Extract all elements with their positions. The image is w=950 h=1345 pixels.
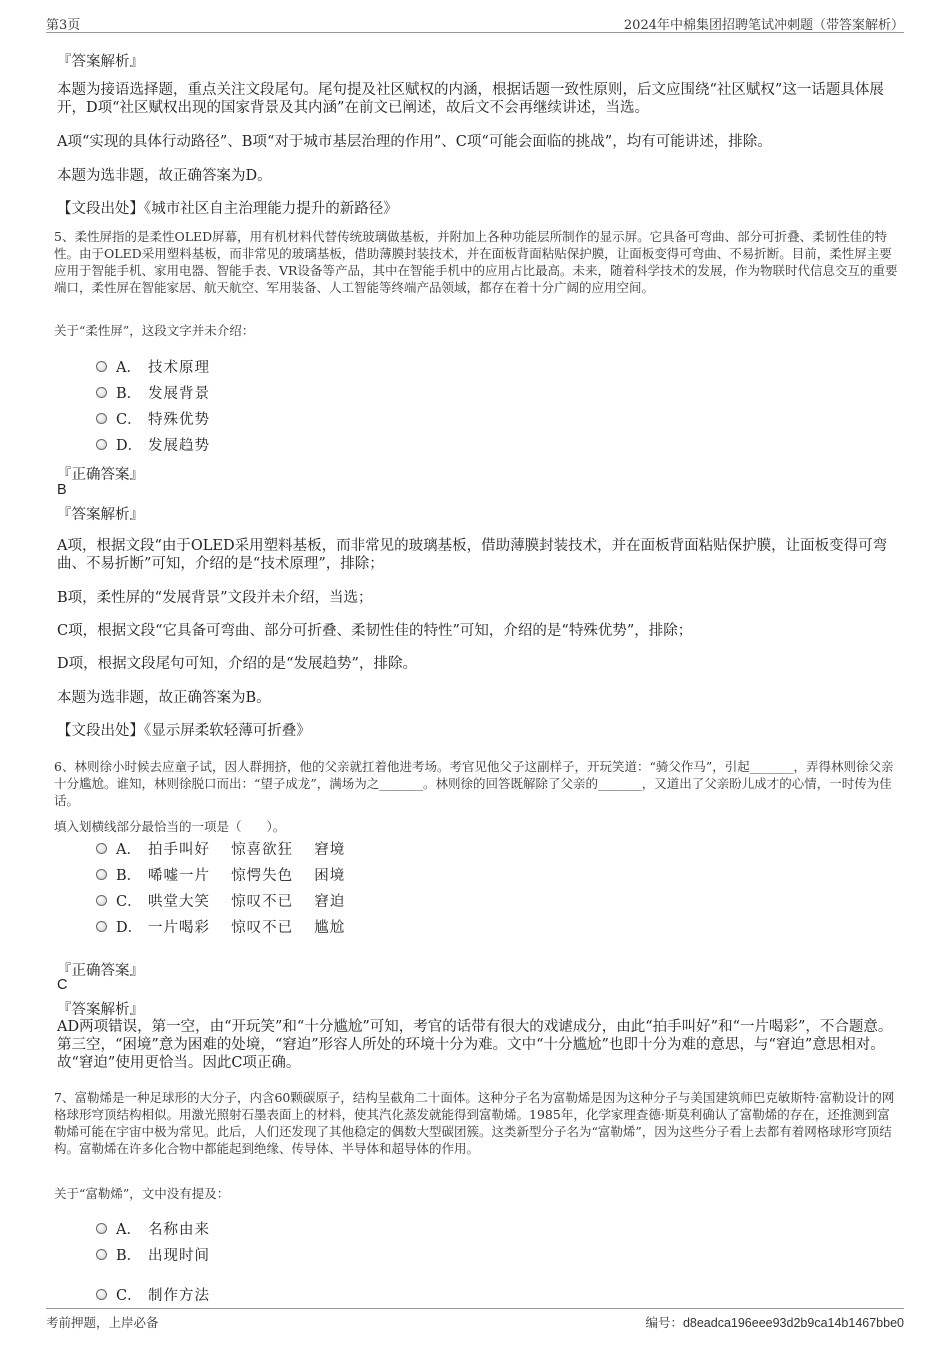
radio-button-icon[interactable] <box>96 1223 107 1234</box>
q6-option-a[interactable]: A． 拍手叫好 惊喜欲狂 窘境 <box>96 838 345 858</box>
radio-button-icon[interactable] <box>96 1289 107 1300</box>
radio-button-icon[interactable] <box>96 413 107 424</box>
q6-option-d[interactable]: D． 一片喝彩 惊叹不已 尴尬 <box>96 916 345 936</box>
q4-analysis-p3: 本题为选非题，故正确答案为D。 <box>57 168 272 184</box>
page-number: 第3页 <box>46 18 81 33</box>
footer-slogan: 考前押题，上岸必备 <box>46 1315 159 1330</box>
q4-source: 【文段出处】《城市社区自主治理能力提升的新路径》 <box>57 201 398 217</box>
q5-analysis-label: 『答案解析』 <box>57 507 144 523</box>
q6-answer-label: 『正确答案』 <box>57 963 144 979</box>
q6-answer: C <box>57 977 68 993</box>
q6-option-b[interactable]: B． 唏嘘一片 惊愕失色 困境 <box>96 864 345 884</box>
q5-analysis-b: B项，柔性屏的“发展背景”文段并未介绍，当选； <box>57 590 373 606</box>
q6-question: 填入划横线部分最恰当的一项是（ ）。 <box>54 819 286 834</box>
q6-option-c[interactable]: C． 哄堂大笑 惊叹不已 窘迫 <box>96 890 345 910</box>
document-title: 2024年中棉集团招聘笔试冲刺题（带答案解析） <box>623 18 904 33</box>
radio-button-icon[interactable] <box>96 921 107 932</box>
header-divider <box>46 32 904 33</box>
q5-analysis-conclusion: 本题为选非题，故正确答案为B。 <box>57 690 271 706</box>
q7-option-b[interactable]: B． 出现时间 <box>96 1244 210 1264</box>
q5-option-b[interactable]: B． 发展背景 <box>96 382 210 402</box>
radio-button-icon[interactable] <box>96 869 107 880</box>
q5-stem: 5、柔性屏指的是柔性OLED屏幕，用有机材料代替传统玻璃做基板，并附加上各种功能层所制作的显示屏。它具备可弯曲、部分可折叠、柔韧性佳的特性。由于OLED采用塑料基板，而非常见的玻璃基板，借助薄膜封装技术，并在面板背面粘贴保护膜，让面板变得可弯曲、不易折断。目前，柔性屏主要应用于智能手机、家用电器、智能手表、VR设备等产品，其中在智能手机中的应用占比最高。未来，随着科学技术的发展，作为物联时代信息交互的重要端口，柔性屏在智能家居、航天航空、军用装备、人工智能等终端产品领域，都存在着十分广阔的应用空间。 <box>54 229 898 295</box>
radio-button-icon[interactable] <box>96 895 107 906</box>
footer-divider <box>46 1308 904 1309</box>
radio-button-icon[interactable] <box>96 361 107 372</box>
q7-stem: 7、富勒烯是一种足球形的大分子，内含60颗碳原子，结构呈截角二十面体。这种分子名为富勒烯是因为这种分子与美国建筑师巴克敏斯特·富勒设计的网格球形穹顶结构相似。用激光照射石墨表面上的材料，使其汽化蒸发就能得到富勒烯。1985年，化学家理查德·斯莫利确认了富勒烯的存在，还推测到富勒烯可能在宇宙中极为常见。此后，人们还发现了其他稳定的偶数大型碳团簇。这类新型分子名为“富勒烯”，因为这些分子看上去都有着网格球形穹顶结构。富勒烯在许多化合物中都能起到绝缘、传导体、半导体和超导体的作用。 <box>54 1090 895 1156</box>
q5-source: 【文段出处】《显示屏柔软轻薄可折叠》 <box>57 723 311 739</box>
q4-analysis-p1: 本题为接语选择题，重点关注文段尾句。尾句提及社区赋权的内涵，根据话题一致性原则，后文应围绕“社区赋权”这一话题具体展开，D项“社区赋权出现的国家背景及其内涵”在前文已阐述，故后文不会再继续讲述，当选。 <box>57 82 884 116</box>
q5-answer-label: 『正确答案』 <box>57 467 144 483</box>
q7-question: 关于“富勒烯”，文中没有提及： <box>54 1186 230 1201</box>
q7-option-a[interactable]: A． 名称由来 <box>96 1218 210 1238</box>
q6-analysis-label: 『答案解析』 <box>57 1002 144 1018</box>
q5-option-c[interactable]: C． 特殊优势 <box>96 408 210 428</box>
q5-answer: B <box>57 482 67 498</box>
radio-button-icon[interactable] <box>96 387 107 398</box>
q5-question: 关于“柔性屏”，这段文字并未介绍： <box>54 323 255 338</box>
q5-analysis-a: A项，根据文段“由于OLED采用塑料基板，而非常见的玻璃基板，借助薄膜封装技术，并在面板背面粘贴保护膜，让面板变得可弯曲、不易折断”可知，介绍的是“技术原理”，排除； <box>57 538 888 572</box>
radio-button-icon[interactable] <box>96 439 107 450</box>
q6-stem: 6、林则徐小时候去应童子试，因人群拥挤，他的父亲就扛着他进考场。考官见他父子这副样子，开玩笑道：“骑父作马”，引起_______，弄得林则徐父亲十分尴尬。谁知，林则徐脱口而出：“望子成龙”，满场为之_______。林则徐的回答既解除了父亲的_______，又道出了父亲盼儿成才的心情，一时传为佳话。 <box>54 759 894 808</box>
q5-analysis-c: C项，根据文段“它具备可弯曲、部分可折叠、柔韧性佳的特性”可知，介绍的是“特殊优势”，排除； <box>57 623 693 639</box>
q4-analysis-label: 『答案解析』 <box>57 54 144 70</box>
q5-analysis-d: D项，根据文段尾句可知，介绍的是“发展趋势”，排除。 <box>57 656 417 672</box>
radio-button-icon[interactable] <box>96 843 107 854</box>
document-id: 编号：d8eadca196eee93d2b9ca14b1467bbe0 <box>645 1316 904 1330</box>
q6-analysis: AD两项错误，第一空，由“开玩笑”和“十分尴尬”可知，考官的话带有很大的戏谑成分，由此“拍手叫好”和“一片喝彩”，不合题意。第三空，“困境”意为困难的处境，“窘迫”形容人所处的环境十分为难。文中“十分尴尬”也即十分为难的意思，与“窘迫”意思相对。故“窘迫”使用更恰当。因此C项正确。 <box>57 1019 893 1071</box>
q5-option-d[interactable]: D． 发展趋势 <box>96 434 210 454</box>
q7-option-c[interactable]: C． 制作方法 <box>96 1284 210 1304</box>
radio-button-icon[interactable] <box>96 1249 107 1260</box>
q4-analysis-p2: A项“实现的具体行动路径”、B项“对于城市基层治理的作用”、C项“可能会面临的挑战”，均有可能讲述，排除。 <box>57 134 772 150</box>
q5-option-a[interactable]: A． 技术原理 <box>96 356 210 376</box>
